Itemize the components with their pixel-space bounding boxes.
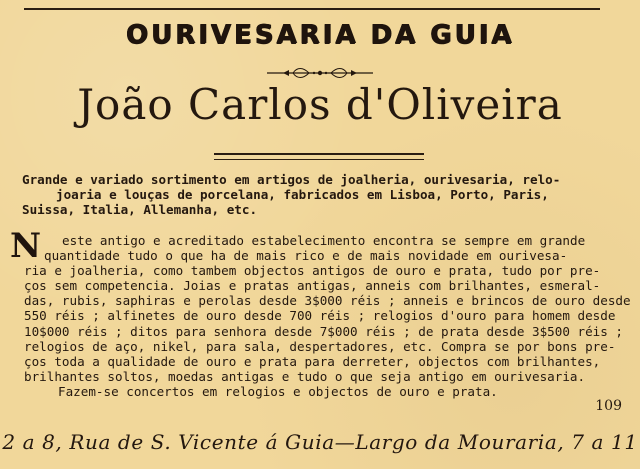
reference-number: 109 (595, 398, 622, 414)
body-line-5: das, rubis, saphiras e perolas desde 3$000 réis ; anneis e brincos de ouro desde (24, 293, 631, 309)
body-paragraph (24, 233, 631, 399)
heading-rule-thick (214, 153, 424, 155)
intro-paragraph (22, 172, 614, 217)
drop-capital: N (10, 226, 42, 266)
body-line-1: este antigo e acreditado estabelecimento encontra se sempre em grande (62, 233, 586, 248)
shop-address: 2 a 8, Rua de S. Vicente á Guia—Largo da Mouraria, 7 a 11 (2, 430, 638, 454)
shop-title: OURIVESARIA DA GUIA (125, 20, 515, 50)
top-rule (24, 8, 600, 10)
intro-line-3: Suissa, Italia, Allemanha, etc. (22, 202, 258, 217)
intro-line-2: joaria e louças de porcelana, fabricados em Lisboa, Porto, Paris, (56, 187, 549, 202)
merchant-name: João Carlos d'Oliveira (77, 80, 563, 129)
body-line-11: Fazem-se concertos em relogios e objectos de ouro e prata. (58, 383, 498, 399)
body-line-3: ria e joalheria, como tambem objectos antigos de ouro e prata, tudo por pre- (24, 263, 601, 279)
body-line-6: 550 réis ; alfinetes de ouro desde 700 réis ; relogios d'ouro para homem desde (24, 308, 616, 324)
heading-rule-thin (214, 159, 424, 160)
body-line-8: relogios de aço, nikel, para sala, despertadores, etc. Compra se por bons pre- (24, 338, 616, 354)
body-line-9: ços toda a qualidade de ouro e prata para derreter, objectos com brilhantes, (24, 353, 601, 369)
body-line-2: quantidade tudo o que ha de mais rico e de mais novidade em ourivesa- (44, 248, 568, 264)
body-line-4: ços sem competencia. Joias e pratas antigas, anneis com brilhantes, esmeral- (24, 278, 601, 294)
intro-line-1: Grande e variado sortimento em artigos de joalheria, ourivesaria, relo- (22, 172, 561, 187)
body-line-7: 10$000 réis ; ditos para senhora desde 7$000 réis ; de prata desde 3$500 réis ; (24, 323, 623, 339)
body-line-10: brilhantes soltos, moedas antigas e tudo o que seja antigo em ourivesaria. (24, 368, 586, 384)
